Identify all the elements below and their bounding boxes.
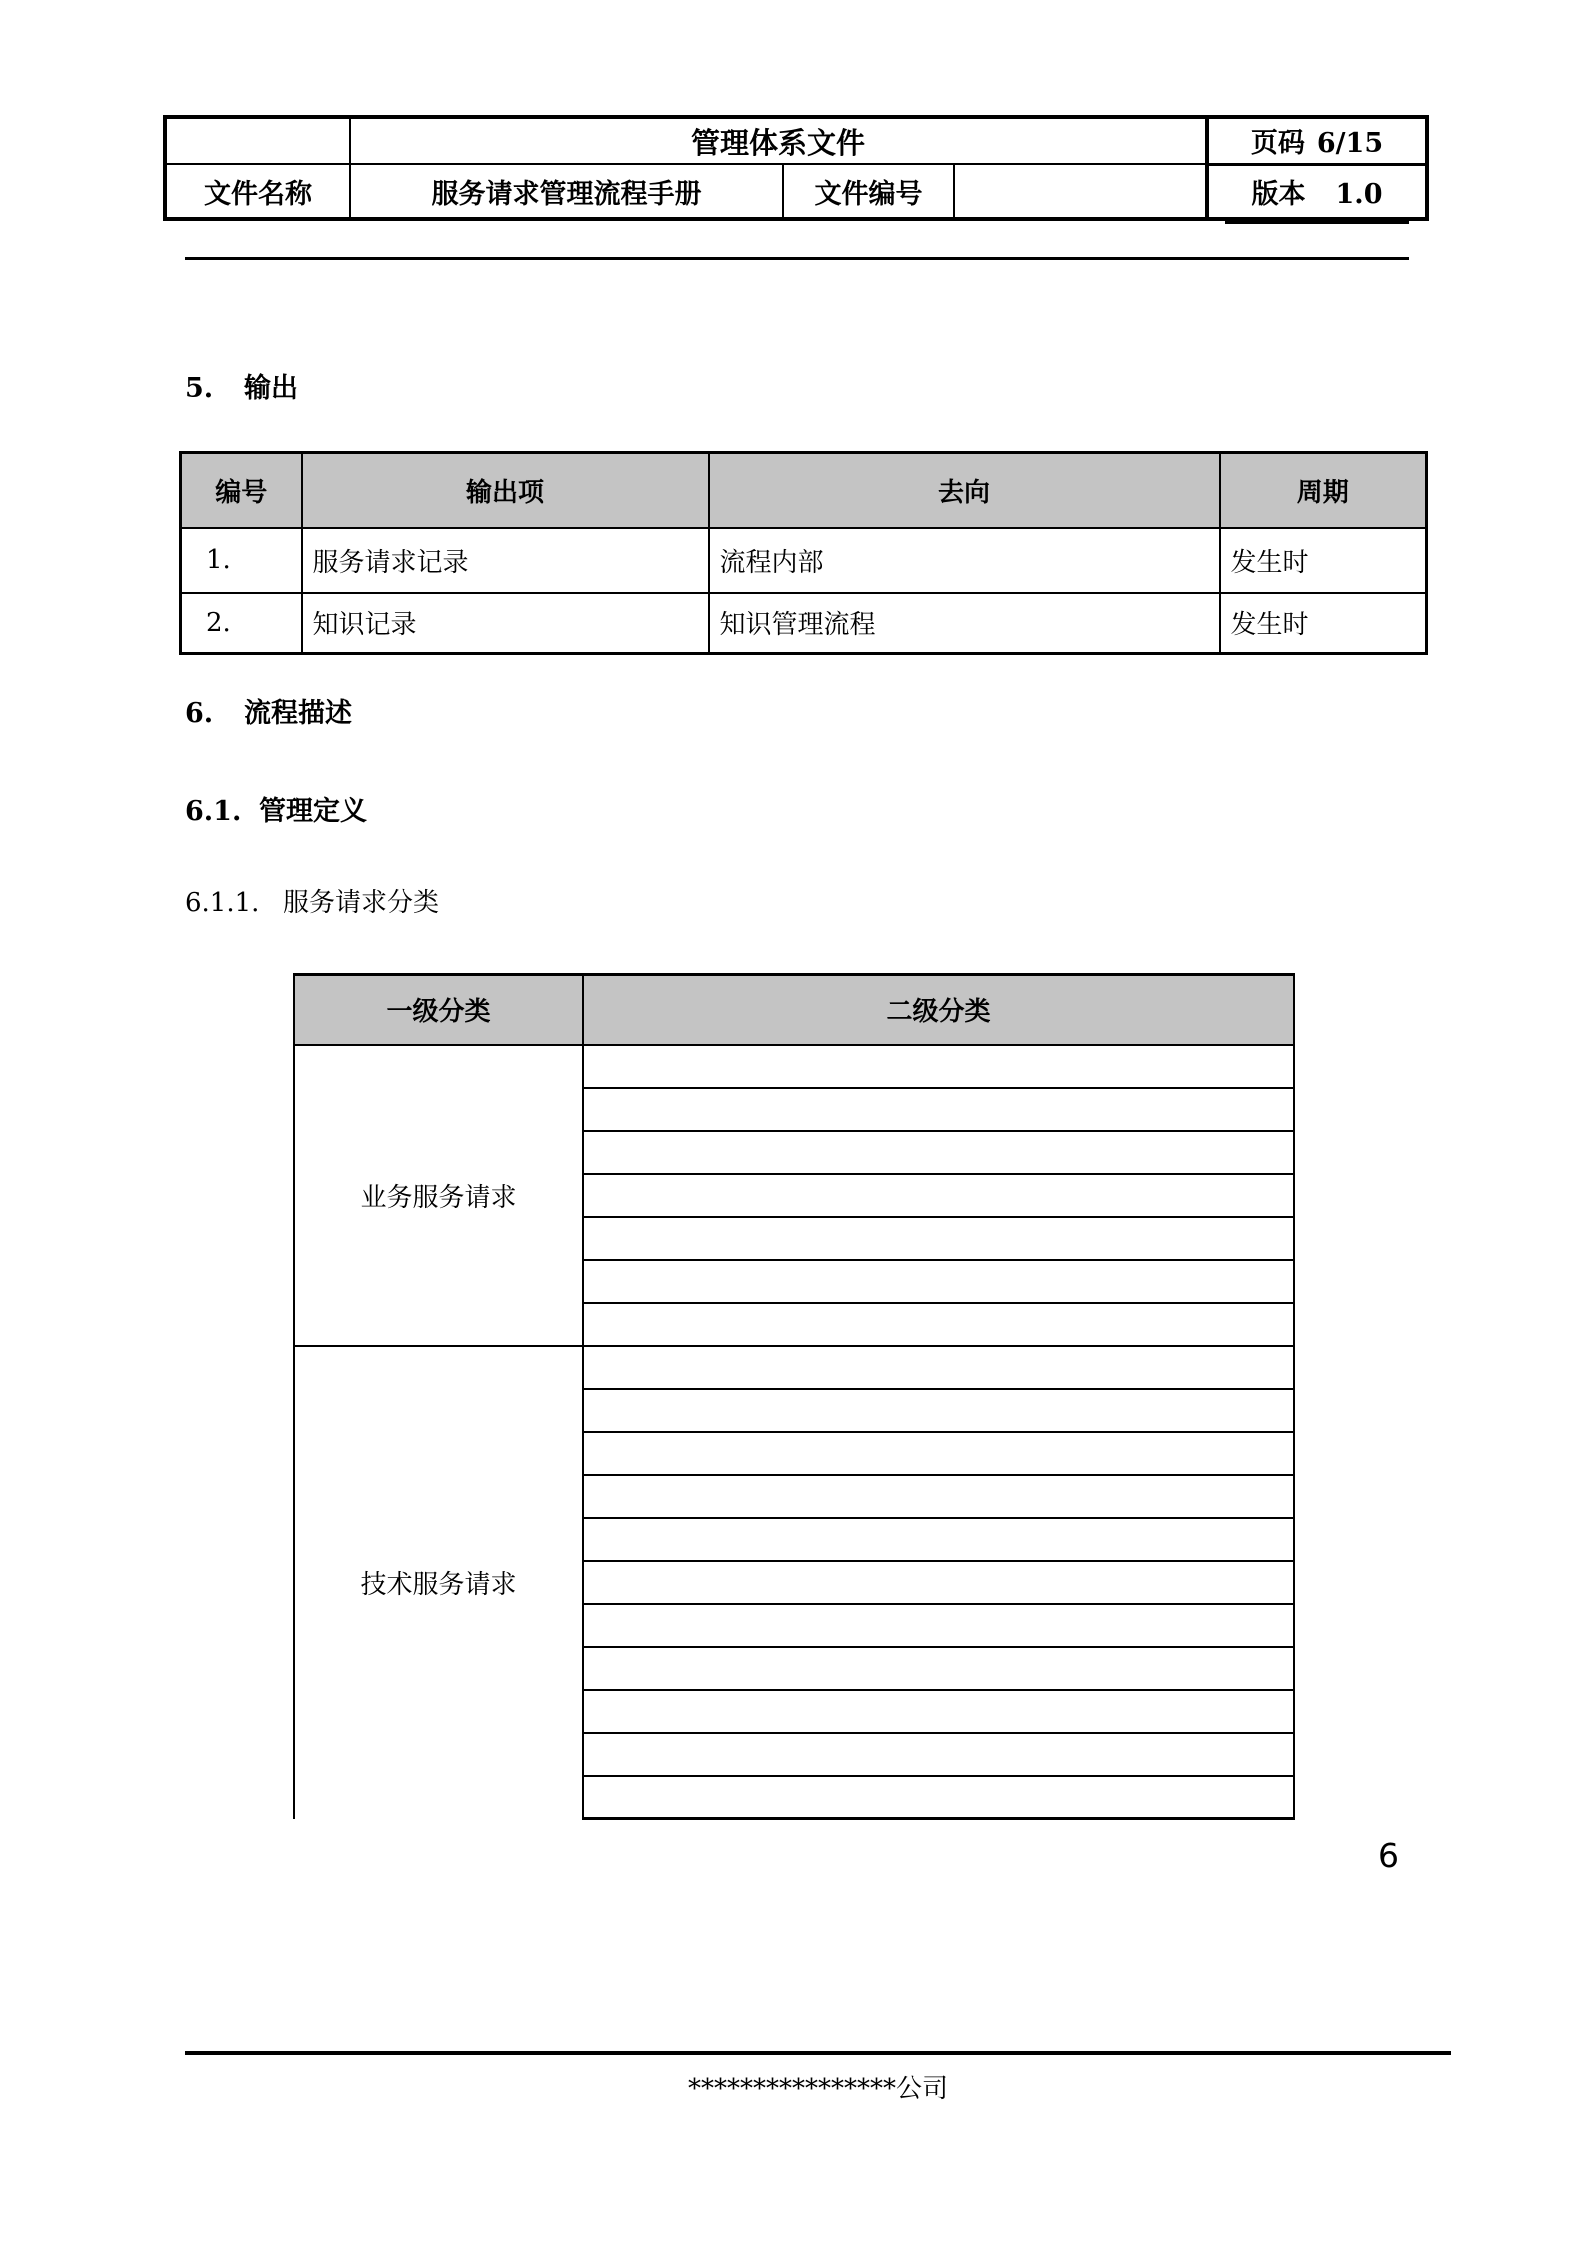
group-label-technical: 技术服务请求 <box>294 1346 583 1819</box>
version-underline <box>1225 221 1409 224</box>
section-6-1-1-heading <box>185 886 439 920</box>
header-separator-line <box>185 257 1409 260</box>
cell-cycle: 发生时 <box>1220 593 1427 654</box>
empty-cell <box>583 1647 1294 1690</box>
version-value: 1.0 <box>1335 178 1383 210</box>
cell-destination: 流程内部 <box>709 528 1220 593</box>
empty-cell <box>583 1217 1294 1260</box>
empty-cell <box>583 1045 1294 1088</box>
document-system-title: 管理体系文件 <box>350 117 1207 164</box>
empty-cell <box>583 1561 1294 1604</box>
section-5-heading <box>185 372 298 406</box>
cell-number: 1. <box>181 528 302 593</box>
section-6-1-title: 管理定义 <box>259 796 367 827</box>
section-5-number: 5. <box>185 373 214 404</box>
cell-number: 2. <box>181 593 302 654</box>
empty-cell <box>583 1260 1294 1303</box>
empty-cell <box>583 1389 1294 1432</box>
empty-cell <box>583 1432 1294 1475</box>
footer-separator-line <box>185 2051 1451 2055</box>
version-cell <box>1207 164 1427 219</box>
service-request-category-table <box>293 973 1295 1820</box>
section-6-1-number: 6.1. <box>185 796 242 827</box>
doc-number-label: 文件编号 <box>783 164 954 219</box>
output-table <box>179 451 1428 655</box>
footer-company-name: ****************公司 <box>687 2074 948 2104</box>
table-row <box>181 593 1427 654</box>
col-header-number: 编号 <box>181 453 302 528</box>
version-label: 版本 <box>1251 178 1306 210</box>
page-number: 6 <box>1378 1836 1399 1875</box>
header-empty-cell <box>165 117 350 164</box>
section-6-heading <box>185 697 352 731</box>
doc-number-value <box>954 164 1207 219</box>
empty-cell <box>583 1604 1294 1647</box>
empty-cell <box>583 1174 1294 1217</box>
cell-output-item: 知识记录 <box>302 593 709 654</box>
empty-cell <box>583 1088 1294 1131</box>
section-6-1-1-number: 6.1.1. <box>185 888 260 918</box>
cell-destination: 知识管理流程 <box>709 593 1220 654</box>
group-label-business: 业务服务请求 <box>294 1045 583 1346</box>
page-code-label: 页码 <box>1250 128 1305 160</box>
col-header-cycle: 周期 <box>1220 453 1427 528</box>
doc-name-label: 文件名称 <box>165 164 350 219</box>
cell-cycle: 发生时 <box>1220 528 1427 593</box>
empty-cell <box>583 1131 1294 1174</box>
table-row <box>294 1045 1294 1088</box>
empty-cell <box>583 1518 1294 1561</box>
col-header-destination: 去向 <box>709 453 1220 528</box>
page-code-cell <box>1207 117 1427 164</box>
doc-name-value: 服务请求管理流程手册 <box>350 164 783 219</box>
section-6-1-heading <box>185 795 367 829</box>
page-code-value: 6/15 <box>1316 128 1384 160</box>
section-5-title: 输出 <box>244 373 298 404</box>
category-table-header-row <box>294 975 1294 1045</box>
section-6-number: 6. <box>185 698 214 729</box>
document-header-table <box>163 115 1429 221</box>
cell-output-item: 服务请求记录 <box>302 528 709 593</box>
empty-cell <box>583 1733 1294 1776</box>
section-6-1-1-title: 服务请求分类 <box>283 888 440 918</box>
table-row <box>294 1346 1294 1389</box>
empty-cell <box>583 1346 1294 1389</box>
empty-cell <box>583 1475 1294 1518</box>
section-6-title: 流程描述 <box>244 698 352 729</box>
col-header-level1: 一级分类 <box>294 975 583 1045</box>
table-row <box>181 528 1427 593</box>
empty-cell <box>583 1690 1294 1733</box>
col-header-level2: 二级分类 <box>583 975 1294 1045</box>
col-header-output-item: 输出项 <box>302 453 709 528</box>
empty-cell <box>583 1776 1294 1819</box>
empty-cell <box>583 1303 1294 1346</box>
output-table-header-row <box>181 453 1427 528</box>
